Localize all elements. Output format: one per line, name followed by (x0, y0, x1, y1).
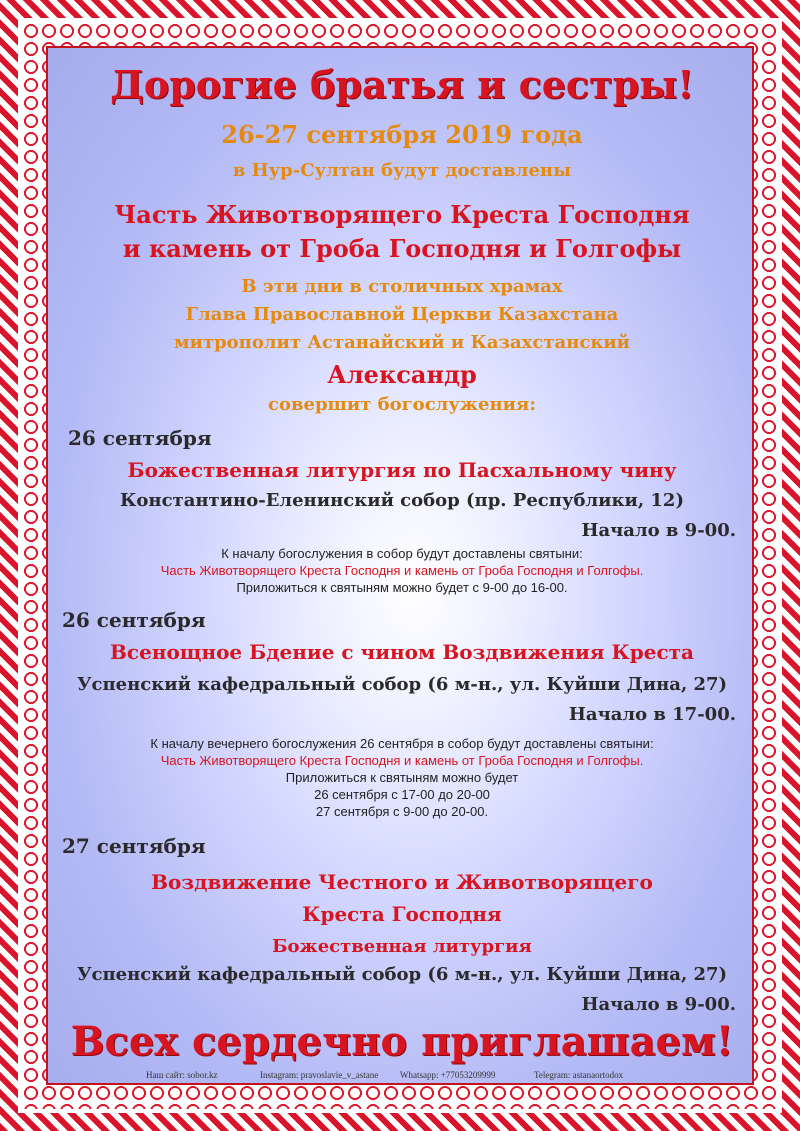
intro-line-1: В эти дни в столичных храмах (241, 276, 563, 297)
event-3-title-2: Креста Господня (302, 902, 502, 926)
event-1-title: Божественная литургия по Пасхальному чину (127, 458, 677, 482)
relic-line-2: и камень от Гроба Господня и Голгофы (122, 234, 682, 263)
closing-invitation: Всех сердечно приглашаем! (70, 1018, 734, 1065)
footer-site: Наш сайт: sobor.kz (146, 1070, 218, 1080)
event-2-start: Начало в 17-00. (568, 704, 736, 725)
event-1-note-1: К началу богослужения в собор будут доставлены святыни: (221, 546, 583, 561)
event-3-place: Успенский кафедральный собор (6 м-н., ул. Куйши Дина, 27) (76, 964, 728, 985)
event-3-subtitle: Божественная литургия (272, 936, 532, 957)
event-2-date: 26 сентября (62, 608, 206, 632)
intro-name: Александр (327, 360, 477, 389)
relic-line-1: Часть Животворящего Креста Господня (114, 200, 690, 229)
event-1-note-3: Приложиться к святыням можно будет с 9-00 до 16-00. (236, 580, 568, 595)
event-2-note-4: 26 сентября с 17-00 до 20-00 (314, 787, 490, 802)
event-1-start: Начало в 9-00. (581, 520, 736, 541)
event-3-start: Начало в 9-00. (581, 994, 736, 1015)
event-2-note-5: 27 сентября с 9-00 до 20-00. (315, 804, 489, 819)
event-2-title: Всенощное Бдение с чином Воздвижения Креста (110, 640, 694, 664)
intro-line-4: совершит богослужения: (268, 394, 536, 415)
event-2-place: Успенский кафедральный собор (6 м-н., ул. Куйши Дина, 27) (76, 674, 728, 695)
intro-line-2: Глава Православной Церкви Казахстана (185, 304, 619, 325)
dates-line: 26-27 сентября 2019 года (221, 120, 583, 149)
city-line: в Нур-Султан будут доставлены (232, 160, 572, 181)
event-3-date: 27 сентября (62, 834, 206, 858)
intro-line-3: митрополит Астанайский и Казахстанский (173, 332, 631, 353)
poster-title: Дорогие братья и сестры! (110, 62, 694, 107)
footer-instagram: Instagram: pravoslavie_v_astane (260, 1070, 379, 1080)
footer-whatsapp: Whatsapp: +77053209999 (400, 1070, 496, 1080)
event-2-note-2: Часть Животворящего Креста Господня и камень от Гроба Господня и Голгофы. (160, 753, 644, 768)
event-3-title-1: Воздвижение Честного и Животворящего (151, 870, 653, 894)
poster-panel (46, 46, 754, 1085)
event-1-place: Константино-Еленинский собор (пр. Республики, 12) (120, 490, 684, 511)
event-1-date: 26 сентября (68, 426, 212, 450)
event-1-note-2: Часть Животворящего Креста Господня и камень от Гроба Господня и Голгофы. (160, 563, 644, 578)
event-2-note-1: К началу вечернего богослужения 26 сентября в собор будут доставлены святыни: (150, 736, 654, 751)
footer-telegram: Telegram: astanaortodox (534, 1070, 624, 1080)
event-2-note-3: Приложиться к святыням можно будет (285, 770, 519, 785)
